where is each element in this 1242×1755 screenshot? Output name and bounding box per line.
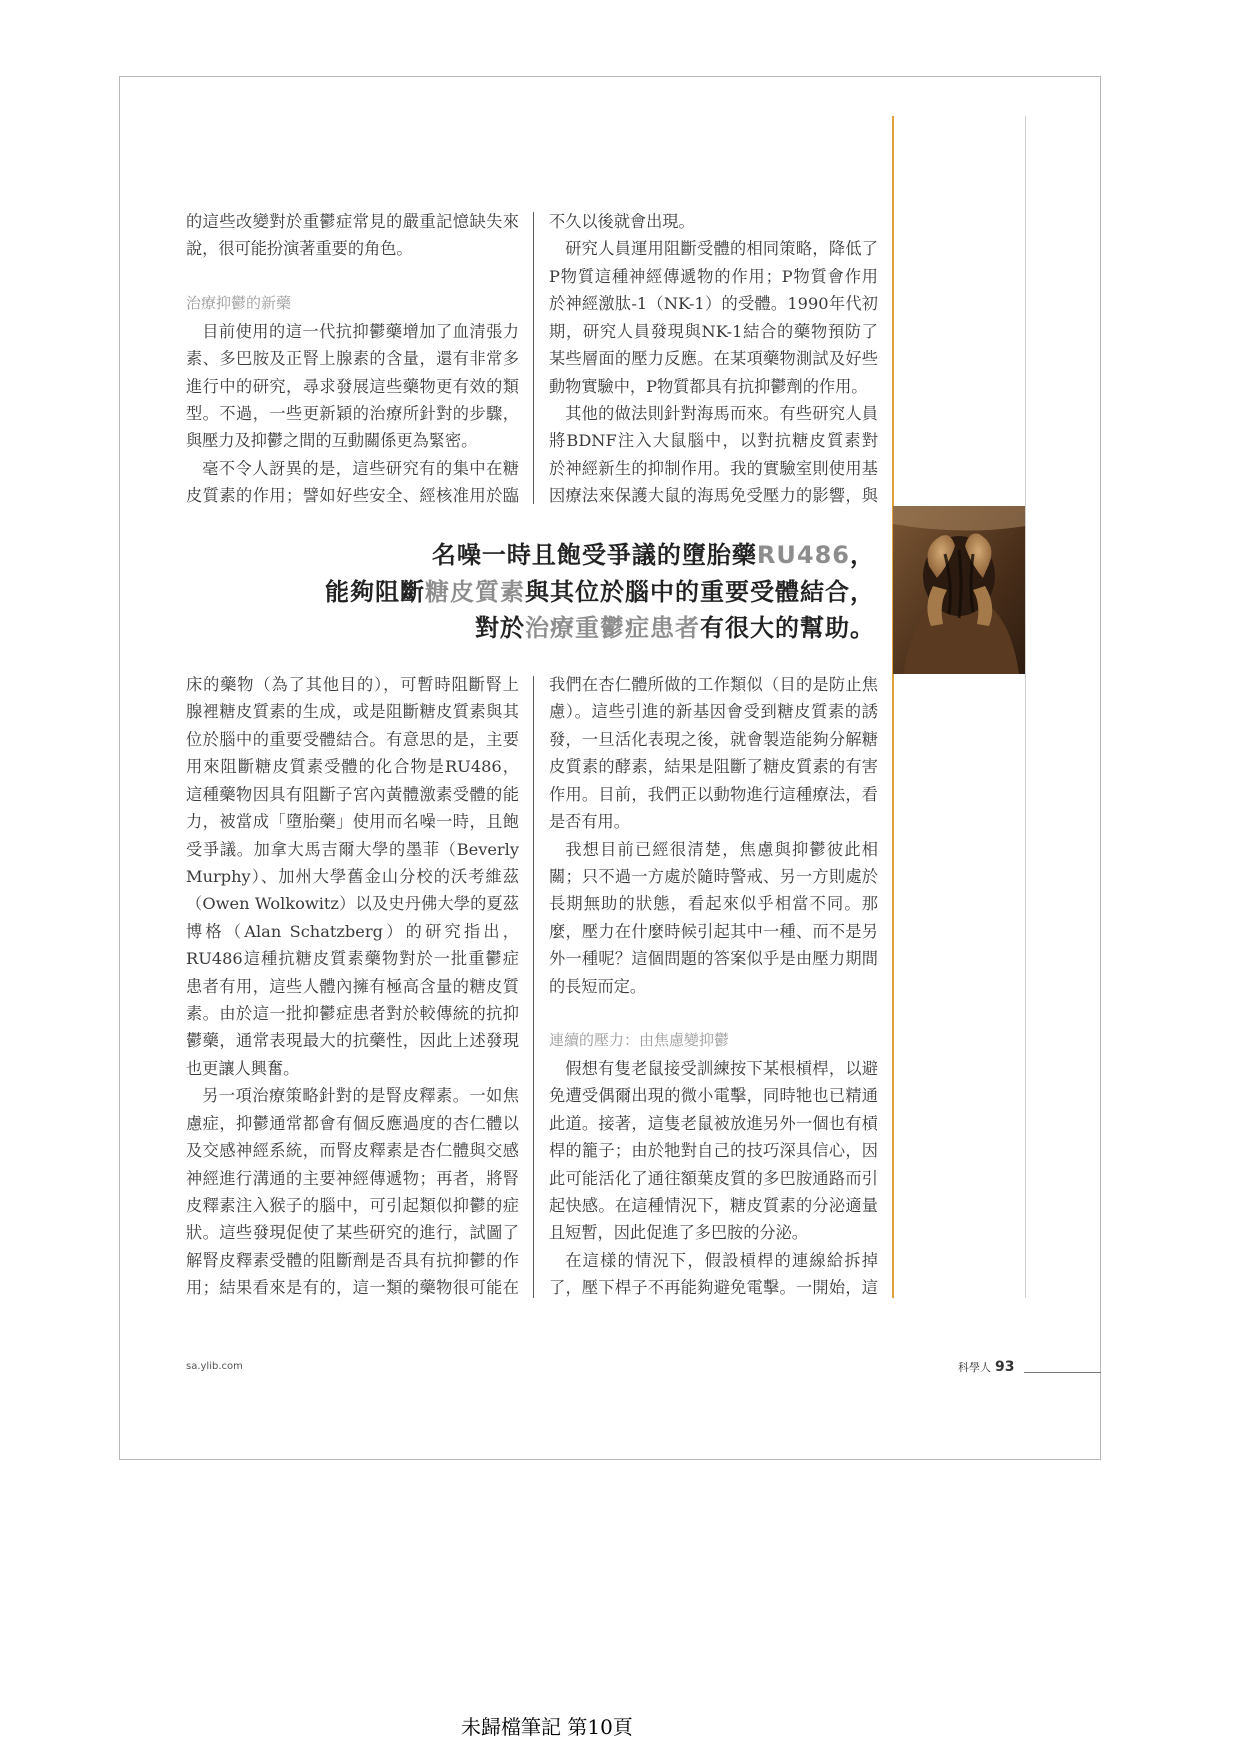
pull-quote-text: 對於 (475, 614, 525, 642)
text-line: 假想有隻老鼠接受訓練按下某根槓桿，以避 (565, 1058, 878, 1078)
pull-quote-text: 有很大的幫助。 (700, 614, 875, 642)
text-line: 及交感神經系統，而腎皮釋素是杏仁體與交感 (186, 1141, 519, 1161)
text-line: 用來阻斷糖皮質素受體的化合物是RU486， (186, 757, 519, 777)
column-divider-top (533, 212, 534, 504)
paragraph (549, 1247, 878, 1302)
text-line: 進行中的研究，尋求發展這些藥物更有效的類 (186, 376, 519, 396)
text-line: 桿的籠子；由於牠對自己的技巧深具信心，因 (549, 1141, 878, 1161)
text-line: 型。不過，一些更新穎的治療所針對的步驟， (186, 403, 519, 423)
text-line: 研究人員運用阻斷受體的相同策略，降低了 (565, 239, 878, 259)
paragraph (549, 235, 878, 400)
pull-quote (200, 537, 875, 647)
text-line: 關；只不過一方處於隨時警戒、另一方則處於 (549, 866, 878, 886)
pull-quote-text: 能夠阻斷 (325, 577, 425, 606)
text-line: 其他的做法則針對海馬而來。有些研究人員 (565, 403, 878, 423)
text-line: 素。由於這一批抑鬱症患者對於較傳統的抗抑 (186, 1004, 519, 1024)
text-line: 另一項治療策略針對的是腎皮釋素。一如焦 (202, 1086, 519, 1106)
text-line: 力，被當成「墮胎藥」使用而名噪一時，且飽 (186, 812, 519, 832)
text-line: 免遭受偶爾出現的微小電擊，同時牠也已精通 (549, 1086, 878, 1106)
text-line: 慮）。這些引進的新基因會受到糖皮質素的誘 (549, 702, 878, 722)
text-line: 於神經激肽-1（NK-1）的受體。1990年代初 (549, 294, 878, 314)
text-line: 期，研究人員發現與NK-1結合的藥物預防了 (549, 321, 878, 341)
text-line: Murphy）、加州大學舊金山分校的沃考維茲 (186, 866, 519, 886)
text-line: 且短暫，因此促進了多巴胺的分泌。 (549, 1223, 808, 1243)
text-line: 受爭議。加拿大馬吉爾大學的墨菲（Beverly (186, 839, 519, 859)
text-line: 是否有用。 (549, 812, 630, 832)
paragraph (549, 208, 878, 235)
text-line: 這種藥物因具有阻斷子宮內黃體激素受體的能 (186, 784, 519, 804)
text-line: 外一種呢？這個問題的答案似乎是由壓力期間 (549, 949, 878, 969)
text-line: 也更讓人興奮。 (186, 1058, 300, 1078)
paragraph (186, 671, 519, 1082)
text-line: 用；結果看來是有的，這一類的藥物很可能在 (186, 1278, 519, 1298)
gray-margin-rule (1025, 116, 1026, 1298)
text-line: 的這些改變對於重鬱症常見的嚴重記憶缺失來 (186, 212, 519, 231)
text-line: 床的藥物（為了其他目的），可暫時阻斷腎上 (186, 675, 519, 694)
text-line: 動物實驗中，P物質都具有抗抑鬱劑的作用。 (549, 376, 868, 396)
text-line: 皮釋素注入猴子的腦中，可引起類似抑鬱的症 (186, 1196, 519, 1216)
text-line: 麼，壓力在什麼時候引起其中一種、而不是另 (549, 921, 878, 941)
pull-quote-text: ， (850, 541, 875, 569)
text-line: 鬱藥，通常表現最大的抗藥性，因此上述發現 (186, 1031, 519, 1051)
text-line: 我想目前已經很清楚，焦慮與抑鬱彼此相 (565, 839, 878, 859)
text-line: 解腎皮釋素受體的阻斷劑是否具有抗抑鬱的作 (186, 1250, 519, 1270)
person-holding-head-photo (893, 506, 1025, 674)
pull-quote-line (200, 610, 875, 647)
text-line: 因療法來保護大鼠的海馬免受壓力的影響，與 (549, 486, 878, 506)
site-url: sa.ylib.com (186, 1361, 243, 1372)
text-line: 慮症，抑鬱通常都會有個反應過度的杏仁體以 (186, 1113, 519, 1133)
text-line: 在這樣的情況下，假設槓桿的連線給拆掉 (565, 1250, 878, 1270)
upper-left-column (186, 208, 519, 510)
text-line: 將BDNF注入大鼠腦中，以對抗糖皮質素對 (549, 431, 878, 451)
paragraph (186, 455, 519, 510)
pull-quote-highlight: RU486 (756, 541, 850, 569)
text-line: 腺裡糖皮質素的生成，或是阻斷糖皮質素與其 (186, 702, 519, 722)
pull-quote-highlight: 糖皮質素 (425, 577, 525, 606)
text-line: 素、多巴胺及正腎上腺素的含量，還有非常多 (186, 349, 519, 369)
upper-right-column (549, 208, 878, 510)
paragraph (186, 208, 519, 263)
text-line: 不久以後就會出現。 (549, 212, 695, 231)
text-line: 皮質素的酵素，結果是阻斷了糖皮質素的有害 (549, 757, 878, 777)
pull-quote-line (200, 537, 875, 574)
text-line: 的長短而定。 (549, 976, 647, 996)
section-heading: 連續的壓力：由焦慮變抑鬱 (549, 1031, 730, 1050)
text-line: 了，壓下桿子不再能夠避免電擊。一開始，這 (549, 1278, 878, 1298)
text-line: 此可能活化了通往額葉皮質的多巴胺通路而引 (549, 1168, 878, 1188)
text-line: RU486這種抗糖皮質素藥物對於一批重鬱症 (186, 949, 519, 969)
paragraph (186, 1082, 519, 1301)
text-line: 狀。這些發現促使了某些研究的進行，試圖了 (186, 1223, 519, 1243)
text-line: （Owen Wolkowitz）以及史丹佛大學的夏茲 (186, 894, 519, 914)
paragraph (549, 400, 878, 510)
pull-quote-text: 與其位於腦中的重要受體結合， (525, 577, 875, 606)
text-line: 位於腦中的重要受體結合。有意思的是，主要 (186, 729, 519, 749)
text-line: 皮質素的作用；譬如好些安全、經核准用於臨 (186, 486, 519, 506)
text-line: 目前使用的這一代抗抑鬱藥增加了血清張力 (202, 321, 519, 341)
text-line: 於神經新生的抑制作用。我的實驗室則使用基 (549, 458, 878, 478)
text-line: 我們在杏仁體所做的工作類似（目的是防止焦 (549, 675, 878, 694)
pull-quote-text: 名噪一時且飽受爭議的墮胎藥 (431, 541, 757, 569)
text-line: 神經進行溝通的主要神經傳遞物；再者，將腎 (186, 1168, 519, 1188)
paragraph (549, 671, 878, 836)
page-number: 93 (995, 1359, 1015, 1375)
text-line: 患者有用，這些人體內擁有極高含量的糖皮質 (186, 976, 519, 996)
orange-accent-rule (892, 116, 894, 1298)
lower-left-column (186, 671, 519, 1302)
magazine-name: 科學人 (958, 1361, 991, 1374)
pull-quote-highlight: 治療重鬱症患者 (525, 614, 700, 642)
text-line: 說，很可能扮演著重要的角色。 (186, 239, 413, 259)
text-line: 博格（Alan Schatzberg）的研究指出， (186, 921, 519, 941)
text-line: 此道。接著，這隻老鼠被放進另外一個也有槓 (549, 1113, 878, 1133)
paragraph (549, 836, 878, 1001)
magazine-page-label (958, 1356, 1014, 1375)
text-line: 發，一旦活化表現之後，就會製造能夠分解糖 (549, 729, 878, 749)
lower-right-column (549, 671, 878, 1302)
text-line: 與壓力及抑鬱之間的互動關係更為緊密。 (186, 431, 478, 451)
paragraph (186, 318, 519, 455)
column-divider-bottom (533, 676, 534, 1298)
note-footer: 未歸檔筆記 第10頁 (461, 1715, 633, 1739)
text-line: 毫不令人訝異的是，這些研究有的集中在糖 (202, 458, 519, 478)
text-line: P物質這種神經傳遞物的作用；P物質會作用 (549, 266, 878, 286)
section-heading: 治療抑鬱的新藥 (186, 294, 292, 313)
pull-quote-line (200, 574, 875, 611)
footer-rule (1024, 1372, 1101, 1373)
text-line: 長期無助的狀態，看起來似乎相當不同。那 (549, 894, 878, 914)
text-line: 作用。目前，我們正以動物進行這種療法，看 (549, 784, 878, 804)
text-line: 某些層面的壓力反應。在某項藥物測試及好些 (549, 349, 878, 369)
paragraph (549, 1055, 878, 1247)
text-line: 起快感。在這種情況下，糖皮質素的分泌適量 (549, 1196, 878, 1216)
